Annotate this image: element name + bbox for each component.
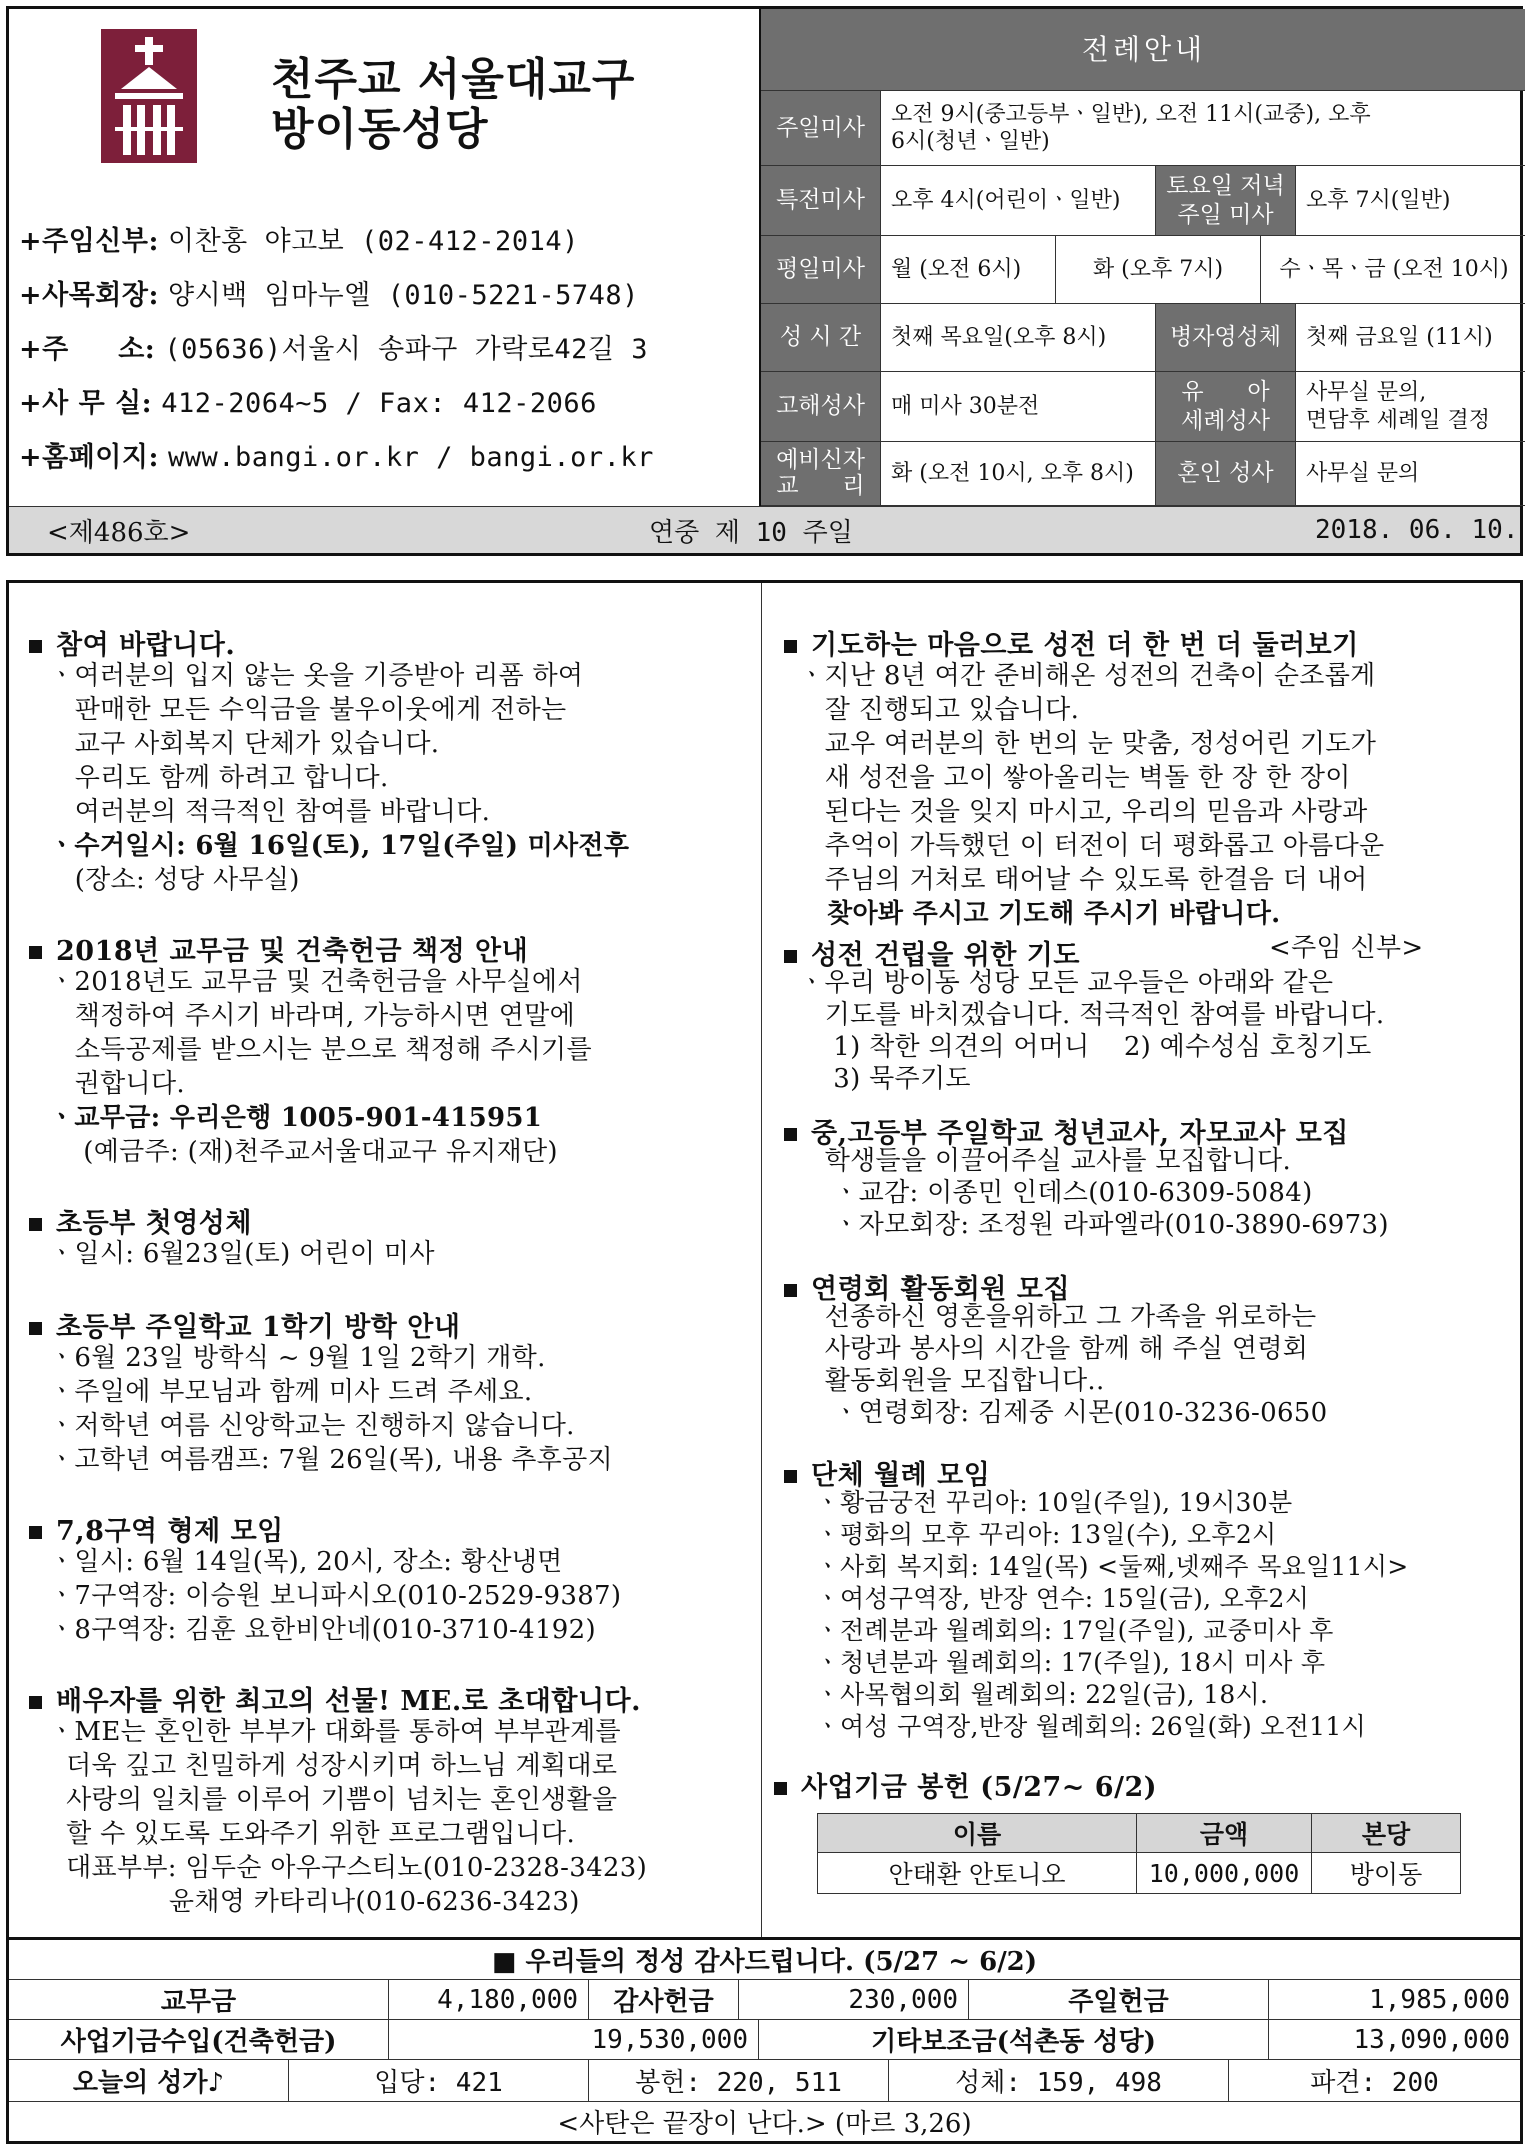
section-temple-visit-body: ㆍ지난 8년 여간 준비해온 성전의 건축이 순조롭게 잘 진행되고 있습니다. 교우 여러분의 한 번의 눈 맞춤, 정성어린 기도가 새 성전을 고이 쌓아올리는 벽돌 한 장 한 장이 된다는 것을 잊지 마시고, 우리의 믿음과 사랑과 추억이 가득했던 이 터전이 더 평화롭고 아름다운 주님의 거처로 태어날 수 있도록 한결음 더 내어 찾아봐 주시고 기도해 주시기 바랍니다. <주임 신부> (799, 661, 1424, 963)
infant-baptism-info: 사무실 문의, 면담후 세례일 결정 (1296, 372, 1525, 442)
section-prayer-title: 성전 건립을 위한 기도 (784, 933, 1080, 972)
offering-dues-value: 4,180,000 (389, 1980, 589, 2020)
bullet-square-icon (784, 950, 797, 963)
weekday-wed-fri: 수ㆍ목ㆍ금 (오전 10시) (1261, 236, 1525, 304)
hymn-entrance: 입당: 421 (289, 2060, 589, 2102)
section-funeral-ministry-body: 선종하신 영혼을위하고 그 가족을 위로하는 사랑과 봉사의 시간을 함께 해 주실 연령회 활동회원을 모집합니다.. ㆍ연령회장: 김제중 시몬(010-3236-0650 (799, 1302, 1328, 1428)
offering-sunday-label: 주일헌금 (969, 1980, 1269, 2020)
bullet-square-icon (29, 1696, 42, 1709)
section-participation-title: 참여 바랍니다. (29, 623, 235, 662)
holy-hour-time: 첫째 목요일(오후 8시) (881, 304, 1156, 372)
bullet-square-icon (29, 1322, 42, 1335)
bullet-square-icon (784, 1128, 797, 1141)
infant-baptism-label: 유 아 세례성사 (1156, 372, 1296, 442)
liturgy-schedule (759, 9, 1525, 506)
marriage-info: 사무실 문의 (1296, 442, 1525, 506)
offering-thanks-label: 감사헌금 (589, 1980, 739, 2020)
parish-name: 방이동성당 (271, 104, 489, 155)
scripture-verse: <사탄은 끝장이 난다.> (마르 3,26) (557, 2109, 972, 2139)
contact-homepage: +홈페이지: www.bangi.or.kr / bangi.or.kr (19, 442, 654, 473)
section-first-communion-body: ㆍ일시: 6월23일(토) 어린이 미사 (49, 1239, 435, 1269)
hymn-offertory: 봉헌: 220, 511 (589, 2060, 889, 2102)
section-building-fund-title: 사업기금 봉헌 (5/27~ 6/2) (774, 1765, 1157, 1804)
confession-time: 매 미사 30분전 (881, 372, 1156, 442)
bullet-square-icon (29, 1218, 42, 1231)
section-temple-visit-title: 기도하는 마음으로 성전 더 한 번 더 둘러보기 (784, 623, 1359, 662)
issue-bar (9, 506, 1520, 553)
hymns-label: 오늘의 성가♪ (9, 2060, 289, 2102)
column-divider (761, 583, 762, 1937)
pastor-signature: <주임 신부> (1269, 933, 1424, 963)
sunday-mass-label: 주일미사 (761, 91, 881, 166)
section-brothers-meeting-body: ㆍ일시: 6월 14일(목), 20시, 장소: 황산냉면 ㆍ7구역장: 이승원 보니파시오(010-2529-9387) ㆍ8구역장: 김훈 요한비안네(010-3710-4192) (49, 1547, 622, 1645)
hymn-recessional: 파견: 200 (1229, 2060, 1520, 2102)
weekday-monday: 월 (오전 6시) (881, 236, 1056, 304)
section-first-communion-title: 초등부 첫영성체 (29, 1201, 252, 1240)
bullet-square-icon (29, 640, 42, 653)
special-mass-time: 오후 4시(어린이ㆍ일반) (881, 166, 1156, 236)
liturgical-week: 연중 제 10 주일 (649, 517, 853, 548)
section-dues-body: ㆍ2018년도 교무금 및 건축헌금을 사무실에서 책정하여 주시기 바라며, 가능하시면 연말에 소득공제를 받으시는 분으로 책정해 주시기를 권합니다. ㆍ교무금: 우리은행 1005-901-415951 (예금주: (재)천주교서울대교구 유지재단) (49, 967, 592, 1167)
church-logo (101, 29, 197, 163)
section-me-title: 배우자를 위한 최고의 선물! ME.로 초대합니다. (29, 1679, 641, 1718)
issue-number: <제486호> (47, 517, 191, 548)
offering-thanks-value: 230,000 (739, 1980, 969, 2020)
offering-subsidy-label: 기타보조금(석촌동 성당) (759, 2020, 1269, 2060)
section-brothers-meeting-title: 7,8구역 형제 모임 (29, 1509, 284, 1548)
bullet-square-icon (29, 1526, 42, 1539)
section-vacation-title: 초등부 주일학교 1학기 방학 안내 (29, 1305, 460, 1344)
donation-donor: 안태환 안토니오 (817, 1852, 1137, 1894)
donation-amount: 10,000,000 (1136, 1852, 1312, 1894)
liturgy-title: 전례안내 (761, 9, 1525, 91)
section-vacation-body: ㆍ6월 23일 방학식 ~ 9월 1일 2학기 개학. ㆍ주일에 부모님과 함께 미사 드려 주세요. ㆍ저학년 여름 신앙학교는 진행하지 않습니다. ㆍ고학년 여름캠프: 7월 26일(목), 내용 추후공지 (49, 1343, 613, 1475)
bullet-square-icon (784, 1470, 797, 1483)
offering-title: ■ 우리들의 정성 감사드립니다. (5/27 ~ 6/2) (9, 1940, 1520, 1980)
weekday-mass-label: 평일미사 (761, 236, 881, 304)
bullet-square-icon (29, 946, 42, 959)
section-funeral-ministry-title: 연령회 활동회원 모집 (784, 1267, 1070, 1306)
contact-office: +사 무 실: 412-2064~5 / Fax: 412-2066 (19, 388, 597, 419)
section-monthly-meetings-body: ㆍ황금궁전 꾸리아: 10일(주일), 19시30분 ㆍ평화의 모후 꾸리아: 13일(수), 오후2시 ㆍ사회 복지회: 14일(목) <둘째,넷째주 목요일11시> ㆍ여성구역장, 반장 연수: 15일(금), 오후2시 ㆍ전례분과 월례회의: 17일(주일), 교중미사 후 ㆍ청년분과 월례회의: 17(주일), 18시 미사 후 ㆍ사목협의회 월례회의: 22일(금), 18시. ㆍ여성 구역장,반장 월례회의: 26일(화) 오전11시 (799, 1488, 1409, 1741)
donation-parish: 방이동 (1311, 1852, 1461, 1894)
bulletin-body (6, 580, 1523, 2144)
confession-label: 고해성사 (761, 372, 881, 442)
section-teachers-title: 중,고등부 주일학교 청년교사, 자모교사 모집 (784, 1111, 1349, 1150)
section-teachers-body: 학생들을 이끌어주실 교사를 모집합니다. ㆍ교감: 이종민 인데스(010-6309-5084) ㆍ자모회장: 조정원 라파엘라(010-3890-6973) (799, 1146, 1389, 1240)
holy-hour-label: 성 시 간 (761, 304, 881, 372)
catechumen-time: 화 (오전 10시, 오후 8시) (881, 442, 1156, 506)
contact-pastor: +주임신부: 이찬홍 야고보 (02-412-2014) (19, 226, 579, 257)
offering-table (9, 1937, 1520, 2141)
saturday-mass-time: 오후 7시(일반) (1296, 166, 1525, 236)
marriage-label: 혼인 성사 (1156, 442, 1296, 506)
offering-sunday-value: 1,985,000 (1269, 1980, 1520, 2020)
sick-communion-time: 첫째 금요일 (11시) (1296, 304, 1525, 372)
bullet-square-icon (784, 640, 797, 653)
weekday-tuesday: 화 (오후 7시) (1056, 236, 1261, 304)
bullet-square-icon (774, 1782, 787, 1795)
offering-building-value: 19,530,000 (389, 2020, 759, 2060)
section-monthly-meetings-title: 단체 월례 모임 (784, 1453, 990, 1492)
special-mass-label: 특전미사 (761, 166, 881, 236)
section-prayer-body: ㆍ우리 방이동 성당 모든 교우들은 아래와 같은 기도를 바치겠습니다. 적극적인 참여를 바랍니다. 1) 착한 의견의 어머니 2) 예수성심 호칭기도 3) 묵주기도 (799, 968, 1385, 1094)
sick-communion-label: 병자영성체 (1156, 304, 1296, 372)
catechumen-label: 예비신자 교 리 (761, 442, 881, 506)
section-me-body: ㆍME는 혼인한 부부가 대화를 통하여 부부관계를 더욱 깊고 친밀하게 성장시키며 하느님 계획대로 사랑의 일치를 이루어 기쁨이 넘치는 혼인생활을 할 수 있도록 도와주기 위한 프로그램입니다. 대표부부: 임두순 아우구스티노(010-2328-3423) 윤채영 카타리나(010-6236-3423) (49, 1717, 648, 1917)
donation-header-parish: 본당 (1311, 1813, 1461, 1853)
contact-council: +사목회장: 양시백 임마누엘 (010-5221-5748) (19, 280, 639, 311)
section-participation-body: ㆍ여러분의 입지 않는 옷을 기증받아 리폼 하여 판매한 모든 수익금을 불우이웃에게 전하는 교구 사회복지 단체가 있습니다. 우리도 함께 하려고 합니다. 여러분의 적극적인 참여를 바랍니다. ㆍ수거일시: 6월 16일(토), 17일(주일) 미사전후 (장소: 성당 사무실) (49, 661, 630, 895)
offering-dues-label: 교무금 (9, 1980, 389, 2020)
bulletin-header (6, 6, 1523, 556)
bullet-square-icon (784, 1284, 797, 1297)
contact-address: +주 소: (05636)서울시 송파구 가락로42길 3 (19, 334, 648, 365)
donation-header-amount: 금액 (1136, 1813, 1312, 1853)
donation-header-name: 이름 (817, 1813, 1137, 1853)
section-dues-title: 2018년 교무금 및 건축헌금 책정 안내 (29, 929, 528, 968)
diocese-name: 천주교 서울대교구 (271, 54, 636, 105)
hymn-communion: 성체: 159, 498 (889, 2060, 1229, 2102)
offering-building-label: 사업기금수입(건축헌금) (9, 2020, 389, 2060)
offering-subsidy-value: 13,090,000 (1269, 2020, 1520, 2060)
saturday-mass-label: 토요일 저녁 주일 미사 (1156, 166, 1296, 236)
bulletin-date: 2018. 06. 10. (1315, 515, 1519, 545)
sunday-mass-times: 오전 9시(중고등부ㆍ일반), 오전 11시(교중), 오후 6시(청년ㆍ일반) (881, 91, 1525, 166)
